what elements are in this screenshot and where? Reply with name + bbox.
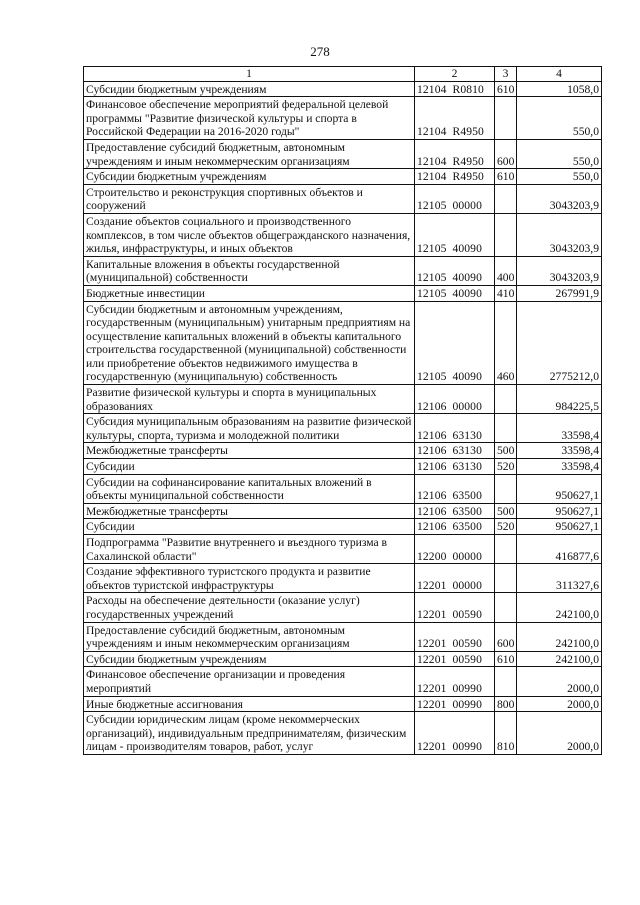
row-code-cell: 12106 63500 xyxy=(415,503,495,519)
budget-table xyxy=(83,66,602,755)
table-row xyxy=(84,593,602,622)
table-row xyxy=(84,712,602,755)
row-sum-cell: 2000,0 xyxy=(517,712,602,755)
row-name-cell: Развитие физической культуры и спорта в муниципальных образованиях xyxy=(84,385,415,414)
row-sum-cell: 950627,1 xyxy=(517,503,602,519)
row-sum-cell: 2000,0 xyxy=(517,667,602,696)
row-type-cell: 520 xyxy=(495,519,517,535)
row-name-cell: Субсидии бюджетным учреждениям xyxy=(84,81,415,97)
table-row xyxy=(84,474,602,503)
table-row xyxy=(84,301,602,385)
row-sum-cell: 33598,4 xyxy=(517,443,602,459)
row-type-cell: 410 xyxy=(495,285,517,301)
row-name-cell: Межбюджетные трансферты xyxy=(84,503,415,519)
row-type-cell: 600 xyxy=(495,622,517,651)
row-sum-cell: 311327,6 xyxy=(517,564,602,593)
row-sum-cell: 267991,9 xyxy=(517,285,602,301)
row-code-cell: 12106 63500 xyxy=(415,474,495,503)
table-row xyxy=(84,97,602,140)
row-name-cell: Создание объектов социального и производственного комплексов, в том числе объектов общегражданского назначения, жилья, инфраструктуры, и иных объектов xyxy=(84,213,415,256)
row-name-cell: Субсидии на софинансирование капитальных вложений в объекты муниципальной собственности xyxy=(84,474,415,503)
table-row xyxy=(84,184,602,213)
row-code-cell: 12106 63500 xyxy=(415,519,495,535)
row-code-cell: 12105 40090 xyxy=(415,285,495,301)
table-row xyxy=(84,519,602,535)
row-code-cell: 12106 00000 xyxy=(415,385,495,414)
row-type-cell: 460 xyxy=(495,301,517,385)
row-name-cell: Капитальные вложения в объекты государственной (муниципальной) собственности xyxy=(84,256,415,285)
row-code-cell: 12200 00000 xyxy=(415,535,495,564)
table-row xyxy=(84,459,602,475)
row-type-cell xyxy=(495,385,517,414)
row-type-cell xyxy=(495,474,517,503)
table-row xyxy=(84,285,602,301)
row-sum-cell: 950627,1 xyxy=(517,519,602,535)
row-code-cell: 12201 00000 xyxy=(415,564,495,593)
row-type-cell xyxy=(495,97,517,140)
row-type-cell xyxy=(495,184,517,213)
row-name-cell: Подпрограмма "Развитие внутреннего и въездного туризма в Сахалинской области" xyxy=(84,535,415,564)
row-code-cell: 12106 63130 xyxy=(415,443,495,459)
row-code-cell: 12104 R4950 xyxy=(415,139,495,168)
row-type-cell xyxy=(495,593,517,622)
row-sum-cell: 33598,4 xyxy=(517,459,602,475)
row-type-cell: 520 xyxy=(495,459,517,475)
table-row xyxy=(84,651,602,667)
row-name-cell: Иные бюджетные ассигнования xyxy=(84,696,415,712)
row-type-cell: 500 xyxy=(495,503,517,519)
row-name-cell: Предоставление субсидий бюджетным, автономным учреждениям и иным некоммерческим организациям xyxy=(84,139,415,168)
row-name-cell: Субсидии xyxy=(84,519,415,535)
row-name-cell: Субсидия муниципальным образованиям на развитие физической культуры, спорта, туризма и молодежной политики xyxy=(84,414,415,443)
table-row xyxy=(84,564,602,593)
row-code-cell: 12105 40090 xyxy=(415,256,495,285)
row-type-cell xyxy=(495,535,517,564)
row-code-cell: 12106 63130 xyxy=(415,414,495,443)
row-name-cell: Финансовое обеспечение организации и проведения мероприятий xyxy=(84,667,415,696)
row-code-cell: 12105 40090 xyxy=(415,213,495,256)
row-sum-cell: 3043203,9 xyxy=(517,184,602,213)
row-sum-cell: 550,0 xyxy=(517,169,602,185)
page-number: 278 xyxy=(310,44,330,59)
row-code-cell: 12201 00990 xyxy=(415,696,495,712)
table-row xyxy=(84,503,602,519)
row-name-cell: Субсидии бюджетным учреждениям xyxy=(84,651,415,667)
row-sum-cell: 984225,5 xyxy=(517,385,602,414)
row-name-cell: Строительство и реконструкция спортивных объектов и сооружений xyxy=(84,184,415,213)
row-code-cell: 12201 00590 xyxy=(415,622,495,651)
row-sum-cell: 3043203,9 xyxy=(517,256,602,285)
row-type-cell xyxy=(495,667,517,696)
table-row xyxy=(84,696,602,712)
row-name-cell: Субсидии юридическим лицам (кроме некоммерческих организаций), индивидуальным предпринимателям, физическим лицам - производителям товаров, работ, услуг xyxy=(84,712,415,755)
table-row xyxy=(84,385,602,414)
row-name-cell: Субсидии xyxy=(84,459,415,475)
table-row xyxy=(84,256,602,285)
table-row xyxy=(84,667,602,696)
row-type-cell: 500 xyxy=(495,443,517,459)
row-type-cell: 810 xyxy=(495,712,517,755)
row-sum-cell: 33598,4 xyxy=(517,414,602,443)
row-type-cell: 610 xyxy=(495,169,517,185)
row-code-cell: 12106 63130 xyxy=(415,459,495,475)
row-sum-cell: 242100,0 xyxy=(517,593,602,622)
row-type-cell: 610 xyxy=(495,81,517,97)
header-col-3: 3 xyxy=(495,67,517,82)
header-col-4: 4 xyxy=(517,67,602,82)
row-type-cell xyxy=(495,414,517,443)
row-type-cell: 800 xyxy=(495,696,517,712)
row-sum-cell: 550,0 xyxy=(517,97,602,140)
row-sum-cell: 2000,0 xyxy=(517,696,602,712)
table-row xyxy=(84,414,602,443)
row-code-cell: 12201 00590 xyxy=(415,651,495,667)
row-type-cell xyxy=(495,213,517,256)
table-row xyxy=(84,535,602,564)
row-code-cell: 12104 R4950 xyxy=(415,169,495,185)
row-type-cell: 600 xyxy=(495,139,517,168)
table-row xyxy=(84,622,602,651)
row-code-cell: 12201 00590 xyxy=(415,593,495,622)
table-row xyxy=(84,169,602,185)
table-row xyxy=(84,213,602,256)
row-sum-cell: 2775212,0 xyxy=(517,301,602,385)
row-name-cell: Межбюджетные трансферты xyxy=(84,443,415,459)
row-sum-cell: 3043203,9 xyxy=(517,213,602,256)
table-row xyxy=(84,139,602,168)
row-code-cell: 12104 R0810 xyxy=(415,81,495,97)
row-code-cell: 12201 00990 xyxy=(415,667,495,696)
row-name-cell: Создание эффективного туристского продукта и развитие объектов туристской инфраструктуры xyxy=(84,564,415,593)
row-sum-cell: 242100,0 xyxy=(517,622,602,651)
row-name-cell: Субсидии бюджетным и автономным учреждениям, государственным (муниципальным) унитарным предприятиям на осуществление капитальных вложений в объекты капитального строительства государственной (муниципальной) собственности или приобретение объектов недвижимого имущества в государственную (муниципальную) собственность xyxy=(84,301,415,385)
row-name-cell: Финансовое обеспечение мероприятий федеральной целевой программы "Развитие физической культуры и спорта в Российской Федерации на 2016-2020 годы" xyxy=(84,97,415,140)
row-code-cell: 12105 40090 xyxy=(415,301,495,385)
row-type-cell: 610 xyxy=(495,651,517,667)
row-name-cell: Субсидии бюджетным учреждениям xyxy=(84,169,415,185)
header-col-1: 1 xyxy=(84,67,415,82)
table-header-row xyxy=(84,67,602,82)
row-type-cell: 400 xyxy=(495,256,517,285)
row-name-cell: Бюджетные инвестиции xyxy=(84,285,415,301)
header-col-2: 2 xyxy=(415,67,495,82)
row-type-cell xyxy=(495,564,517,593)
row-code-cell: 12201 00990 xyxy=(415,712,495,755)
row-sum-cell: 416877,6 xyxy=(517,535,602,564)
row-sum-cell: 550,0 xyxy=(517,139,602,168)
row-sum-cell: 242100,0 xyxy=(517,651,602,667)
table-row xyxy=(84,443,602,459)
row-name-cell: Расходы на обеспечение деятельности (оказание услуг) государственных учреждений xyxy=(84,593,415,622)
row-code-cell: 12105 00000 xyxy=(415,184,495,213)
row-name-cell: Предоставление субсидий бюджетным, автономным учреждениям и иным некоммерческим организациям xyxy=(84,622,415,651)
row-code-cell: 12104 R4950 xyxy=(415,97,495,140)
row-sum-cell: 1058,0 xyxy=(517,81,602,97)
row-sum-cell: 950627,1 xyxy=(517,474,602,503)
table-row xyxy=(84,81,602,97)
